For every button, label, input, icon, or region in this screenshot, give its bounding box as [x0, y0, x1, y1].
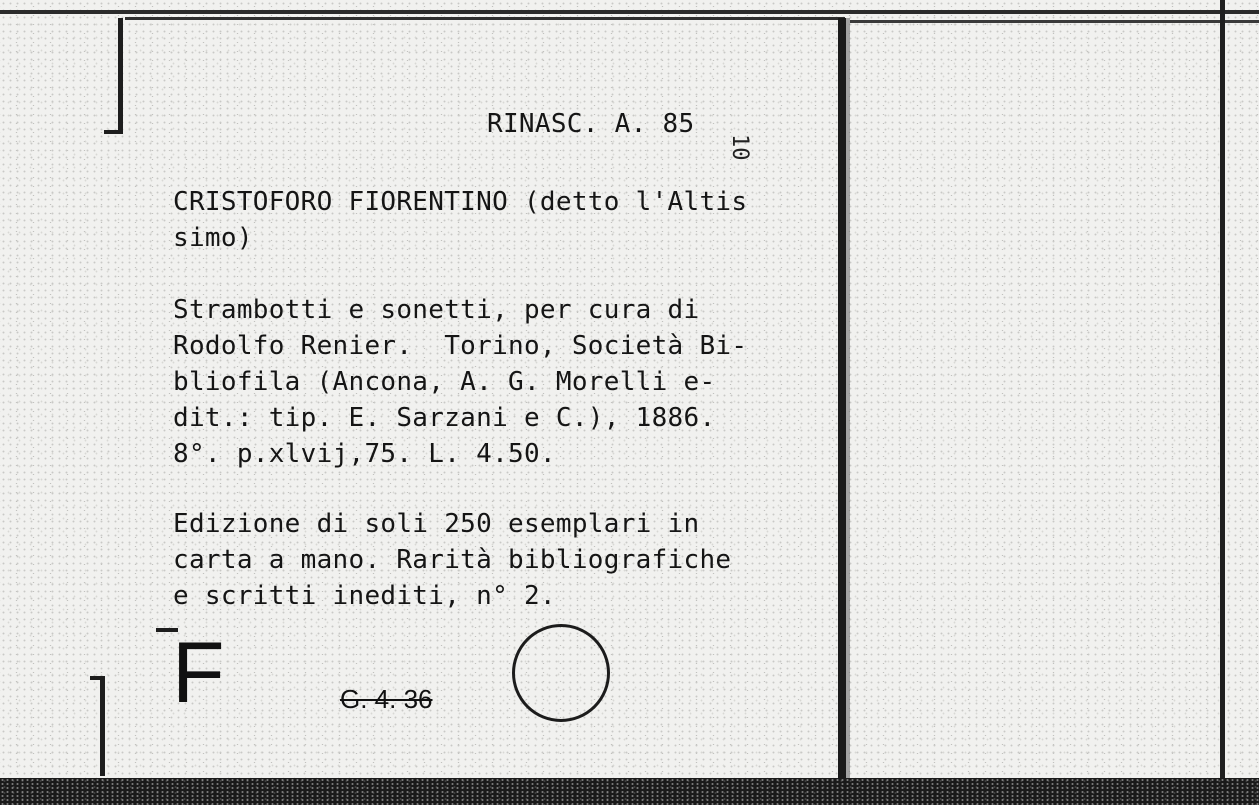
- cancelled-shelfmark: G. 4. 36: [340, 684, 433, 714]
- left-bracket-hook: [104, 130, 123, 134]
- card-right-edge: [838, 18, 846, 780]
- card-edge-shadow: [846, 18, 850, 780]
- bibliographic-description: Strambotti e sonetti, per cura di Rodolfo Renier. Torino, Società Bi- bliofila (Ancona, A. G. Morelli e- dit.: tip. E. Sarzani e C.), 1886. 8°. p.xlvij,75. L. 4.50.: [173, 295, 748, 469]
- margin-annotation: 10: [727, 134, 752, 161]
- author-heading: CRISTOFORO FIORENTINO (detto l'Altis: [173, 187, 748, 217]
- bottom-left-mark: [100, 676, 105, 776]
- author-heading-continuation: simo): [173, 223, 253, 253]
- scan-bottom-band: [0, 778, 1259, 805]
- shelf-letter: F: [172, 625, 225, 721]
- call-number: RINASC. A. 85: [487, 109, 695, 139]
- adjacent-card-edge: [1220, 0, 1225, 780]
- edition-note: Edizione di soli 250 esemplari in carta a mano. Rarità bibliografiche e scritti inediti, n° 2.: [173, 509, 732, 611]
- top-border-line: [0, 10, 1259, 14]
- adjacent-card-top-line: [850, 20, 1259, 23]
- card-top-edge: [125, 17, 845, 20]
- circle-stamp: [512, 624, 610, 722]
- left-bracket-mark: [118, 18, 123, 134]
